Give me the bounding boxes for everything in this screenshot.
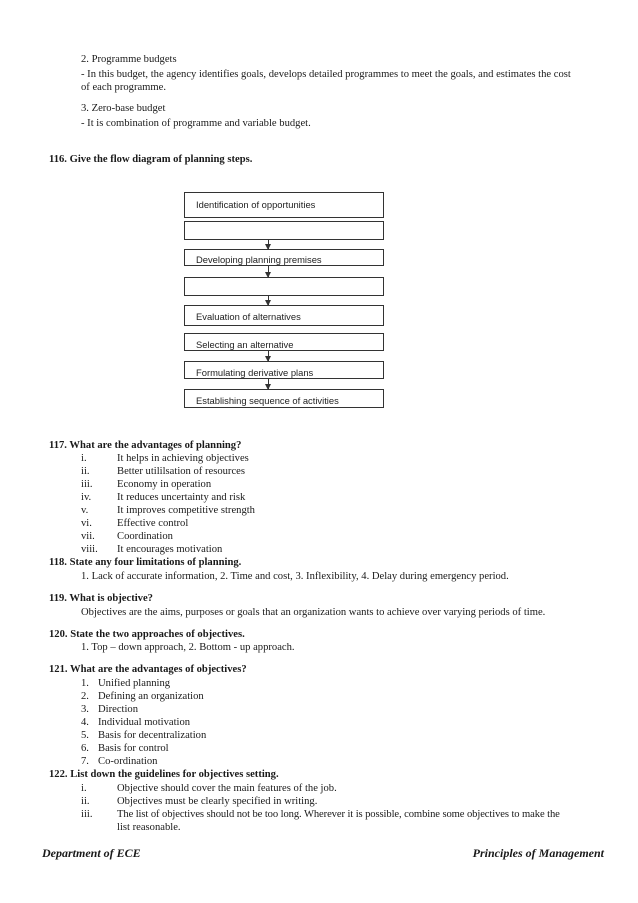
- list-item: It helps in achieving objectives: [117, 453, 249, 464]
- q119-answer: Objectives are the aims, purposes or goals that an organization wants to achieve over varying periods of time.: [81, 607, 546, 618]
- list-item-num: 5.: [81, 730, 89, 741]
- list-item: Basis for control: [98, 743, 169, 754]
- list-item: Defining an organization: [98, 691, 204, 702]
- flow-step-5-label: Evaluation of alternatives: [196, 311, 301, 322]
- flow-arrow-3: [268, 296, 269, 305]
- zero-base-budget-title: 3. Zero-base budget: [81, 103, 166, 114]
- list-item: Objectives must be clearly specified in writing.: [117, 796, 318, 807]
- q121-question: 121. What are the advantages of objectives?: [49, 664, 247, 675]
- q119-question: 119. What is objective?: [49, 593, 153, 604]
- list-item: Individual motivation: [98, 717, 191, 728]
- list-item-num: iv.: [81, 492, 92, 503]
- list-item-num: viii.: [81, 544, 98, 555]
- q118-question: 118. State any four limitations of planning.: [49, 557, 242, 568]
- list-item-num: 6.: [81, 743, 89, 754]
- programme-budget-desc-line2: of each programme.: [81, 82, 167, 93]
- list-item: Unified planning: [98, 678, 171, 689]
- list-item-num: ii.: [81, 796, 90, 807]
- flow-step-8-label: Establishing sequence of activities: [196, 395, 339, 406]
- list-item: It improves competitive strength: [117, 505, 255, 516]
- list-item-num: v.: [81, 505, 89, 516]
- list-item-num: 3.: [81, 704, 89, 715]
- q117-question: 117. What are the advantages of planning?: [49, 440, 242, 451]
- list-item: It reduces uncertainty and risk: [117, 492, 246, 503]
- q116-question: 116. Give the flow diagram of planning steps.: [49, 154, 253, 165]
- list-item-num: i.: [81, 453, 87, 464]
- flow-step-5: [184, 305, 384, 326]
- programme-budget-desc-line1: - In this budget, the agency identifies goals, develops detailed programmes to meet the goals, and estimates the cost: [81, 69, 571, 80]
- flow-arrow-4: [268, 351, 269, 361]
- list-item: Objective should cover the main features of the job.: [117, 783, 337, 794]
- flow-arrow-5: [268, 379, 269, 389]
- list-item-num: iii.: [81, 809, 93, 820]
- list-item-num: vi.: [81, 518, 92, 529]
- list-item: Economy in operation: [117, 479, 212, 490]
- flow-step-7-label: Formulating derivative plans: [196, 367, 314, 378]
- list-item: Basis for decentralization: [98, 730, 207, 741]
- programme-budget-title: 2. Programme budgets: [81, 54, 177, 65]
- flow-step-1-label: Identification of opportunities: [196, 199, 316, 210]
- q122-question: 122. List down the guidelines for objectives setting.: [49, 769, 279, 780]
- flow-step-6-label: Selecting an alternative: [196, 339, 294, 350]
- flow-step-8: [184, 389, 384, 408]
- list-item-num: iii.: [81, 479, 93, 490]
- list-item-num: 7.: [81, 756, 89, 767]
- list-item: Better utililsation of resources: [117, 466, 245, 477]
- list-item-num: 2.: [81, 691, 89, 702]
- list-item-num: ii.: [81, 466, 90, 477]
- q118-answer: 1. Lack of accurate information, 2. Time and cost, 3. Inflexibility, 4. Delay during emergency period.: [81, 571, 509, 582]
- list-item: Direction: [98, 704, 139, 715]
- flow-step-3: [184, 249, 384, 266]
- q120-question: 120. State the two approaches of objectives.: [49, 629, 245, 640]
- footer-department: Department of ECE: [42, 846, 141, 860]
- list-item: Co-ordination: [98, 756, 158, 767]
- list-item-num: 4.: [81, 717, 89, 728]
- flow-arrow-2: [268, 266, 269, 277]
- flow-step-3-label: Developing planning premises: [196, 254, 322, 265]
- list-item: The list of objectives should not be too long. Wherever it is possible, combine some objectives to make the: [117, 809, 560, 820]
- flow-step-4: [184, 277, 384, 296]
- flow-step-2: [184, 221, 384, 240]
- flow-arrow-1: [268, 240, 269, 249]
- list-item: Coordination: [117, 531, 173, 542]
- flow-step-6: [184, 333, 384, 351]
- flow-step-7: [184, 361, 384, 379]
- list-item-continuation: list reasonable.: [117, 822, 181, 833]
- flow-step-1: [184, 192, 384, 218]
- q120-answer: 1. Top – down approach, 2. Bottom - up approach.: [81, 642, 295, 653]
- list-item-num: vii.: [81, 531, 95, 542]
- list-item-num: 1.: [81, 678, 89, 689]
- list-item: It encourages motivation: [117, 544, 223, 555]
- list-item: Effective control: [117, 518, 189, 529]
- footer-subject: Principles of Management: [472, 846, 604, 860]
- zero-base-budget-desc: - It is combination of programme and variable budget.: [81, 118, 311, 129]
- list-item-num: i.: [81, 783, 87, 794]
